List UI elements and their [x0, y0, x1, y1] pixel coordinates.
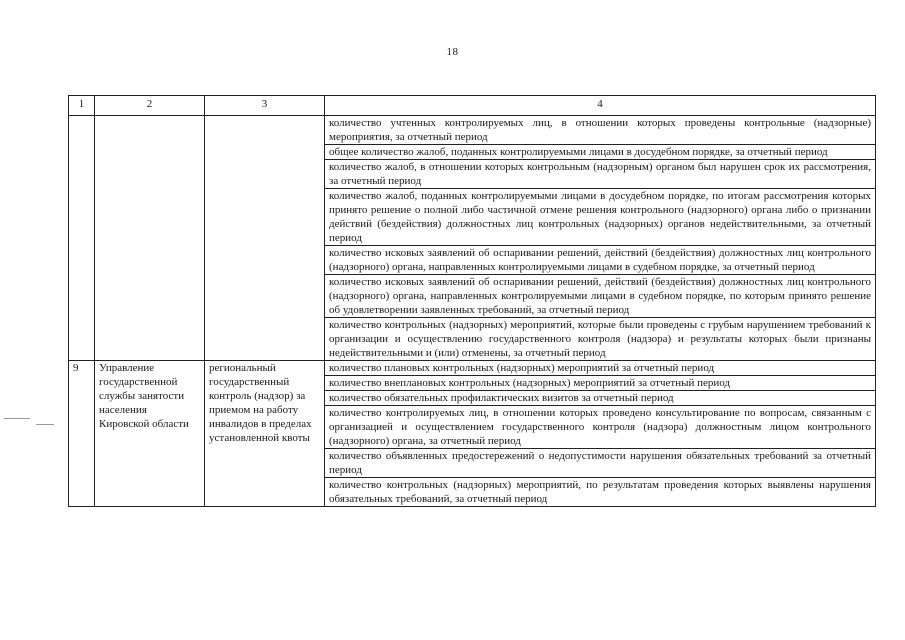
margin-mark	[4, 418, 30, 419]
empty-cell	[95, 116, 205, 361]
indicator-cell: количество контролируемых лиц, в отношении которых проведено консультирование по вопросам, связанным с организацией и осуществлением государственного контроля (надзора) должностным лицом контрольного (надзорного) органа, за отчетный период	[325, 406, 876, 449]
column-header: 2	[95, 96, 205, 116]
indicator-cell: общее количество жалоб, поданных контролируемыми лицами в досудебном порядке, за отчетный период	[325, 145, 876, 160]
indicator-cell: количество учтенных контролируемых лиц, в отношении которых проведены контрольные (надзорные) мероприятия, за отчетный период	[325, 116, 876, 145]
indicator-cell: количество жалоб, поданных контролируемыми лицами в досудебном порядке, по итогам рассмотрения которых принято решение о полной либо частичной отмене решения контрольного (надзорного) органа либо о признании действий (бездействия) должностных лиц контрольных (надзорных) органов недействительными, за отчетный период	[325, 189, 876, 246]
indicator-cell: количество внеплановых контрольных (надзорных) мероприятий за отчетный период	[325, 376, 876, 391]
control-type: региональный государственный контроль (надзор) за приемом на работу инвалидов в пределах установленной квоты	[205, 361, 325, 507]
empty-cell	[69, 116, 95, 361]
margin-mark	[36, 424, 54, 425]
indicator-cell: количество обязательных профилактических визитов за отчетный период	[325, 391, 876, 406]
indicator-cell: количество исковых заявлений об оспаривании решений, действий (бездействия) должностных лиц контрольного (надзорного) органа, направленных контролируемыми лицами в судебном порядке, за отчетный период	[325, 246, 876, 275]
indicators-table	[68, 95, 876, 507]
column-header: 4	[325, 96, 876, 116]
table-header-row	[69, 96, 876, 116]
indicator-cell: количество жалоб, в отношении которых контрольным (надзорным) органом был нарушен срок их рассмотрения, за отчетный период	[325, 160, 876, 189]
table-row	[69, 116, 876, 145]
empty-cell	[205, 116, 325, 361]
organization-name: Управление государственной службы занятости населения Кировской области	[95, 361, 205, 507]
column-header: 1	[69, 96, 95, 116]
indicator-cell: количество контрольных (надзорных) мероприятий, по результатам проведения которых выявлены нарушения обязательных требований, за отчетный период	[325, 478, 876, 507]
indicator-cell: количество объявленных предостережений о недопустимости нарушения обязательных требований за отчетный период	[325, 449, 876, 478]
column-header: 3	[205, 96, 325, 116]
table-row	[69, 361, 876, 376]
indicator-cell: количество исковых заявлений об оспаривании решений, действий (бездействия) должностных лиц контрольного (надзорного) органа, направленных контролируемыми лицами в судебном порядке, по которым принято решение об удовлетворении заявленных требований, за отчетный период	[325, 275, 876, 318]
indicator-cell: количество контрольных (надзорных) мероприятий, которые были проведены с грубым нарушением требований к организации и осуществлению государственного контроля (надзора) и результаты которых были признаны недействительными и (или) отменены, за отчетный период	[325, 318, 876, 361]
page-number: 18	[446, 46, 459, 58]
row-number: 9	[69, 361, 95, 507]
indicator-cell: количество плановых контрольных (надзорных) мероприятий за отчетный период	[325, 361, 876, 376]
